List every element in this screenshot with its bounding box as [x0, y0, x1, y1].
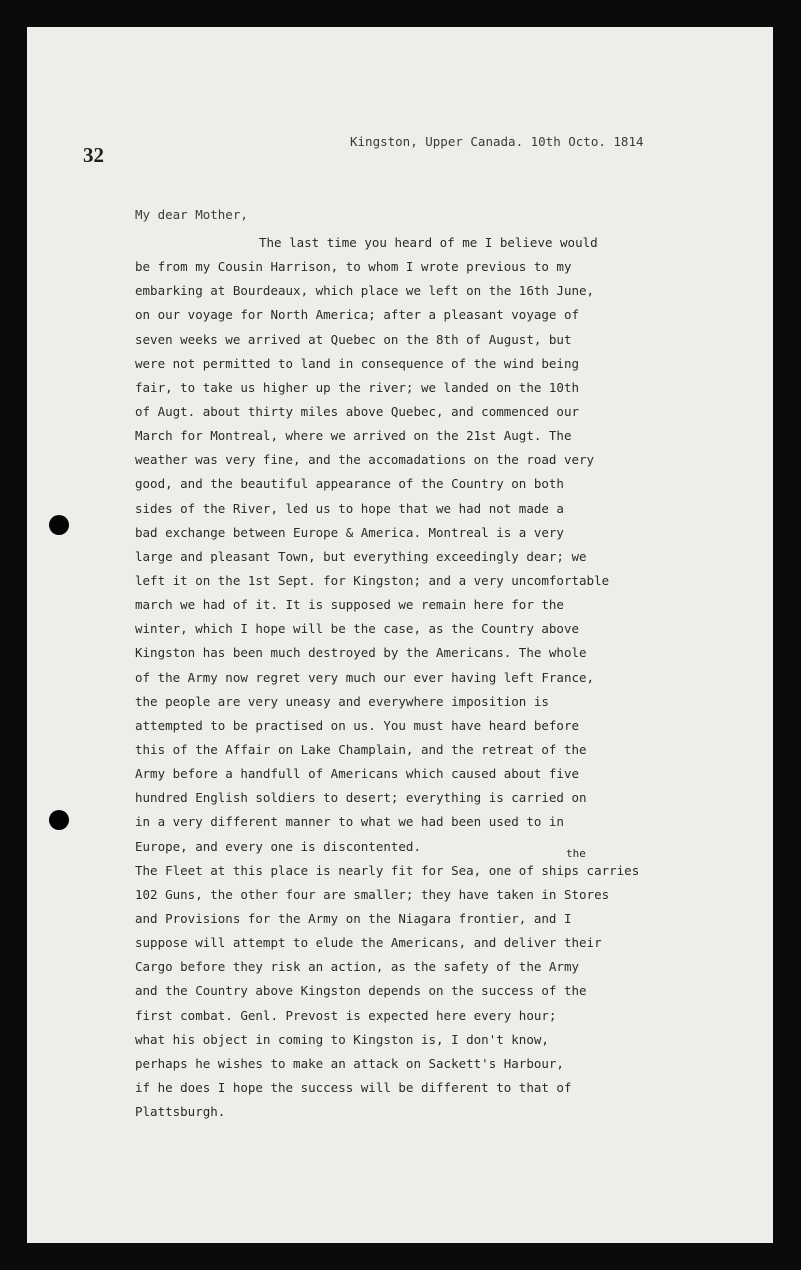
letter-line: hundred English soldiers to desert; everything is carried on: [135, 790, 587, 806]
handwritten-insertion: the: [566, 846, 586, 860]
letter-line: first combat. Genl. Prevost is expected here every hour;: [135, 1007, 557, 1023]
letter-line: perhaps he wishes to make an attack on Sackett's Harbour,: [135, 1055, 564, 1071]
letter-line: seven weeks we arrived at Quebec on the 8th of August, but: [135, 331, 572, 347]
letter-line: Cargo before they risk an action, as the safety of the Army: [135, 959, 580, 975]
letter-line: embarking at Bourdeaux, which place we left on the 16th June,: [135, 283, 595, 299]
letter-line: on our voyage for North America; after a pleasant voyage of: [135, 307, 580, 323]
letter-line: Europe, and every one is discontented.: [135, 838, 421, 854]
letter-line: large and pleasant Town, but everything exceedingly dear; we: [135, 548, 587, 564]
letter-line: sides of the River, led us to hope that we had not made a: [135, 500, 564, 516]
letter-line: suppose will attempt to elude the Americans, and deliver their: [135, 935, 602, 951]
letter-line: march we had of it. It is supposed we remain here for the: [135, 597, 564, 613]
letter-line: winter, which I hope will be the case, as the Country above: [135, 621, 580, 637]
letter-line: fair, to take us higher up the river; we landed on the 10th: [135, 379, 580, 395]
letter-line: bad exchange between Europe & America. Montreal is a very: [135, 524, 564, 540]
page-number: 32: [83, 143, 104, 167]
punch-hole-lower: [49, 810, 69, 830]
letter-line: and Provisions for the Army on the Niagara frontier, and I: [135, 910, 572, 926]
letter-line: 102 Guns, the other four are smaller; they have taken in Stores: [135, 886, 610, 902]
punch-hole-upper: [49, 515, 69, 535]
letter-body: [135, 231, 735, 1124]
letter-line: be from my Cousin Harrison, to whom I wrote previous to my: [135, 259, 572, 275]
letter-line: March for Montreal, where we arrived on the 21st Augt. The: [135, 428, 572, 444]
letter-line: The last time you heard of me I believe would: [259, 235, 598, 250]
letter-line: of Augt. about thirty miles above Quebec, and commenced our: [135, 403, 580, 419]
letter-salutation: My dear Mother,: [135, 207, 248, 222]
letter-line: in a very different manner to what we had been used to in: [135, 814, 564, 830]
letter-line-text: The Fleet at this place is nearly fit for Sea, one of ships carries: [135, 862, 640, 878]
letter-line: Army before a handfull of Americans which caused about five: [135, 766, 580, 782]
letter-line: what his object in coming to Kingston is, I don't know,: [135, 1031, 549, 1047]
letter-line: weather was very fine, and the accomadations on the road very: [135, 452, 595, 468]
letter-line: of the Army now regret very much our ever having left France,: [135, 669, 595, 685]
letter-line: Plattsburgh.: [135, 1104, 226, 1120]
letter-line: this of the Affair on Lake Champlain, and the retreat of the: [135, 741, 587, 757]
letter-line: left it on the 1st Sept. for Kingston; and a very uncomfortable: [135, 572, 610, 588]
document-page: [27, 27, 773, 1243]
letter-line: good, and the beautiful appearance of the Country on both: [135, 476, 564, 492]
letter-line: attempted to be practised on us. You must have heard before: [135, 717, 580, 733]
letter-line: and the Country above Kingston depends on the success of the: [135, 983, 587, 999]
letter-line: if he does I hope the success will be different to that of: [135, 1079, 572, 1095]
letter-line: Kingston has been much destroyed by the Americans. The whole: [135, 645, 587, 661]
letter-line: were not permitted to land in consequence of the wind being: [135, 355, 580, 371]
letter-dateline: Kingston, Upper Canada. 10th Octo. 1814: [350, 134, 644, 149]
letter-line: the people are very uneasy and everywhere imposition is: [135, 693, 549, 709]
